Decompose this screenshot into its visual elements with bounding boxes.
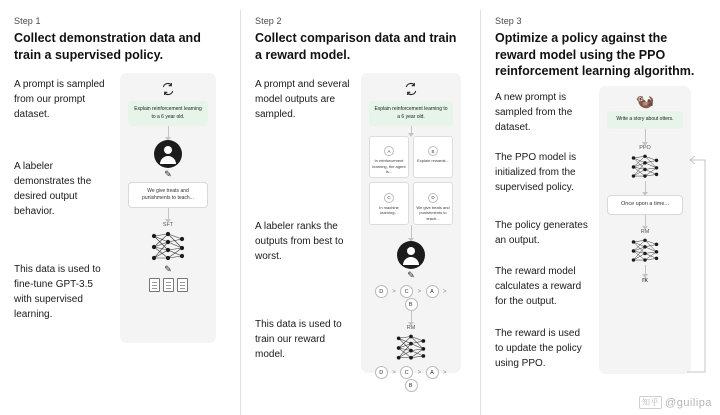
step-2-visual-panel [361, 73, 461, 389]
rank-sep: > [392, 370, 397, 377]
output-c [369, 182, 409, 225]
step-1-desc-1: A prompt is sampled from our prompt dataset. [14, 79, 105, 121]
feedback-arrow-icon [685, 152, 713, 374]
rank-chip-4: B [405, 379, 418, 392]
arrow-down-2 [645, 181, 646, 195]
arrow-down-1 [168, 126, 169, 140]
step-3-output-card: Once upon a time... [607, 195, 683, 215]
output-a-letter: A [384, 146, 394, 156]
step-3-label: Step 3 [495, 16, 522, 26]
output-a-text: In reinforcement learning, the agent is... [372, 158, 406, 175]
rank-chip-1: D [375, 285, 388, 298]
ranking-row-2 [369, 366, 453, 392]
output-b [413, 136, 453, 179]
loop-arrows-icon [128, 81, 208, 97]
output-c-letter: C [384, 193, 394, 203]
step-3-desc-1: A new prompt is sampled from the dataset. [495, 91, 573, 133]
neural-net-icon [369, 333, 453, 363]
step-3-prompt-card: Write a story about otters. [607, 111, 683, 129]
neural-net-icon-ppo [607, 153, 683, 181]
rank-sep: > [417, 289, 422, 296]
arrow-down-2 [168, 208, 169, 222]
step-2-model-caption: RM [406, 325, 416, 332]
rank-chip-3: A [426, 366, 439, 379]
arrow-down-1 [411, 126, 412, 136]
person-icon [154, 140, 182, 168]
rank-sep: > [392, 289, 397, 296]
step-1-column [0, 10, 240, 415]
rank-chip-2: C [400, 285, 413, 298]
step-2-label: Step 2 [255, 16, 282, 26]
arrow-down-1 [645, 129, 646, 145]
ppo-caption: PPO [639, 144, 651, 151]
neural-net-icon [128, 230, 208, 264]
rank-sep: > [417, 370, 422, 377]
step-1-label: Step 1 [14, 16, 41, 26]
step-2-desc-2: A labeler ranks the outputs from best to worst. [255, 221, 344, 263]
output-d-letter: D [428, 193, 438, 203]
rank-chip-3: A [426, 285, 439, 298]
rank-chip-1: D [375, 366, 388, 379]
person-icon [397, 241, 425, 269]
output-d-text: We give treats and punishments to teach... [416, 204, 450, 221]
output-a [369, 136, 409, 179]
step-2-desc-1: A prompt and several model outputs are sampled. [255, 79, 350, 121]
pencil-icon-2: ✎ [164, 264, 172, 275]
watermark-logo: 知乎 [639, 396, 662, 409]
output-d [413, 182, 453, 225]
rank-sep: > [442, 289, 447, 296]
neural-net-icon-rm [607, 237, 683, 265]
ranking-row-1 [369, 285, 453, 311]
step-1-desc-2: A labeler demonstrates the desired output behavior. [14, 161, 92, 218]
arrow-down-2 [411, 225, 412, 241]
otter-icon: 🦦 [635, 92, 655, 110]
model-outputs-grid [369, 136, 453, 225]
step-3-column [480, 10, 720, 415]
step-1-desc-3: This data is used to fine-tune GPT-3.5 with supervised learning. [14, 264, 101, 321]
step-1-model-caption: SFT [162, 222, 174, 229]
output-b-text: Explain rewards... [417, 158, 449, 164]
watermark [639, 396, 712, 409]
step-2-prompt-card: Explain reinforcement learning to a 6 year old. [369, 101, 453, 126]
step-2-title: Collect comparison data and train a reward model. [255, 31, 457, 62]
arrow-down-3 [645, 215, 646, 229]
step-1-prompt-card: Explain reinforcement learning to a 6 year old. [128, 101, 208, 126]
output-c-text: In machine learning... [379, 204, 399, 216]
output-b-letter: B [428, 146, 438, 156]
watermark-text: @guilipa [665, 397, 712, 409]
pencil-icon: ✎ [407, 270, 415, 281]
rank-sep: > [442, 370, 447, 377]
loop-arrows-icon [369, 81, 453, 97]
step-2-desc-3: This data is used to train our reward model. [255, 319, 342, 361]
documents-icon [128, 278, 208, 292]
rank-chip-4: B [405, 298, 418, 311]
step-1-visual-panel [120, 73, 216, 343]
step-3-title: Optimize a policy against the reward model using the PPO reinforcement learning algorithm. [495, 31, 695, 79]
step-3-desc-3: The policy generates an output. [495, 219, 588, 246]
step-3-desc-2: The PPO model is initialized from the supervised policy. [495, 151, 577, 193]
arrow-down-3 [411, 311, 412, 325]
rm-caption: RM [640, 228, 650, 235]
step-1-title: Collect demonstration data and train a supervised policy. [14, 31, 201, 62]
step-3-desc-4: The reward model calculates a reward for the output. [495, 265, 582, 307]
pencil-icon: ✎ [164, 168, 172, 179]
step-3-desc-5: The reward is used to update the policy using PPO. [495, 327, 582, 369]
step-1-label-card: We give treats and punishments to teach... [128, 182, 208, 209]
reward-symbol: rk [642, 276, 648, 284]
rank-chip-2: C [400, 366, 413, 379]
arrow-down-4 [645, 265, 646, 277]
step-2-column [240, 10, 480, 415]
step-3-visual-panel [599, 86, 691, 374]
